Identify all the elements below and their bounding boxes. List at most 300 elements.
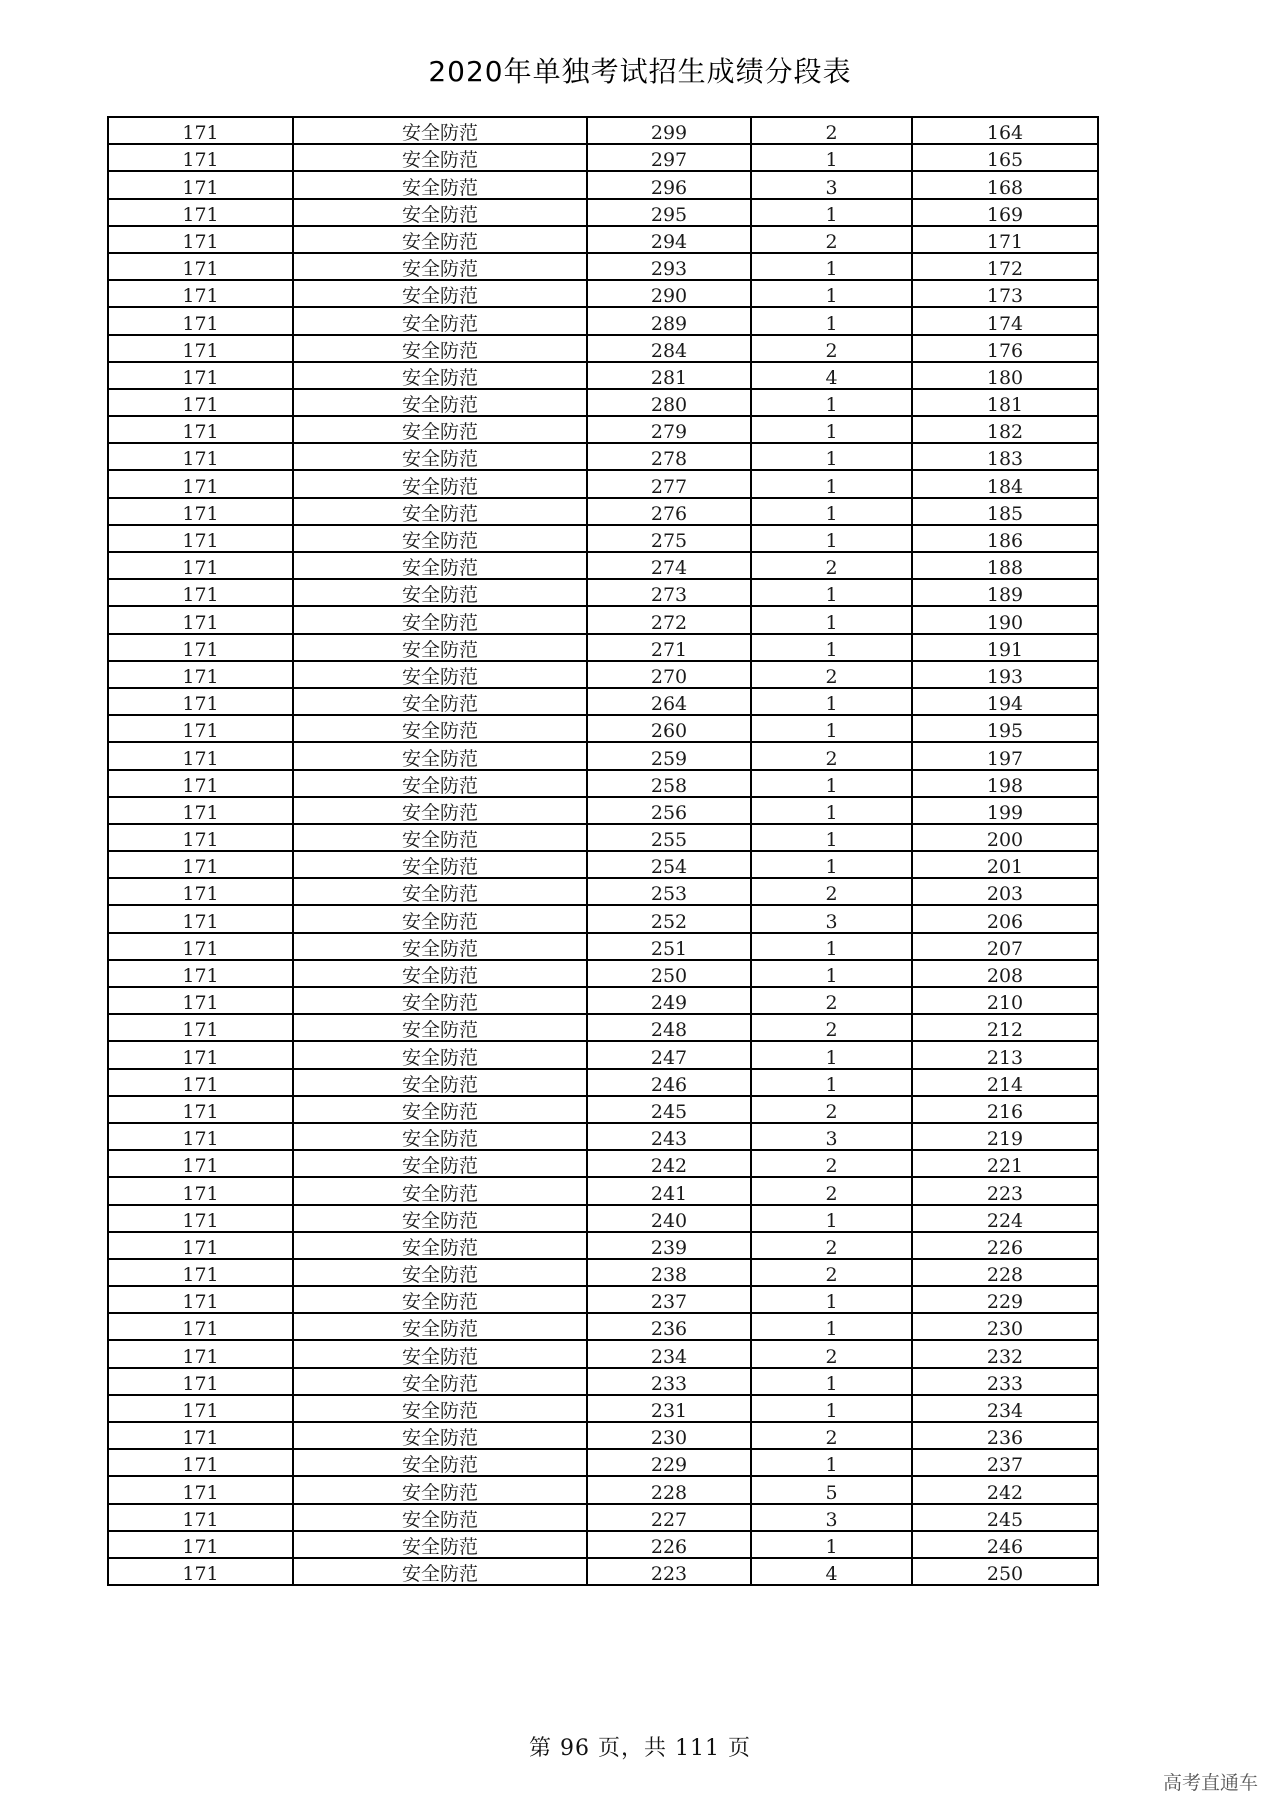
code-cell: 171 bbox=[108, 933, 293, 960]
code-cell: 171 bbox=[108, 117, 293, 144]
score-cell: 276 bbox=[587, 498, 751, 525]
code-cell: 171 bbox=[108, 1150, 293, 1177]
table-row bbox=[108, 987, 1098, 1014]
code-cell: 171 bbox=[108, 525, 293, 552]
count-cell: 3 bbox=[751, 171, 912, 198]
major-cell: 安全防范 bbox=[293, 1313, 587, 1340]
code-cell: 171 bbox=[108, 335, 293, 362]
score-cell: 241 bbox=[587, 1177, 751, 1204]
score-cell: 243 bbox=[587, 1123, 751, 1150]
table-row bbox=[108, 824, 1098, 851]
count-cell: 2 bbox=[751, 226, 912, 253]
table-row bbox=[108, 443, 1098, 470]
major-cell: 安全防范 bbox=[293, 1069, 587, 1096]
code-cell: 171 bbox=[108, 144, 293, 171]
table-row bbox=[108, 1041, 1098, 1068]
code-cell: 171 bbox=[108, 199, 293, 226]
major-cell: 安全防范 bbox=[293, 470, 587, 497]
score-cell: 295 bbox=[587, 199, 751, 226]
cumulative-cell: 213 bbox=[912, 1041, 1098, 1068]
count-cell: 1 bbox=[751, 960, 912, 987]
score-cell: 252 bbox=[587, 905, 751, 932]
cumulative-cell: 232 bbox=[912, 1340, 1098, 1367]
major-cell: 安全防范 bbox=[293, 280, 587, 307]
score-cell: 233 bbox=[587, 1368, 751, 1395]
table-row bbox=[108, 634, 1098, 661]
table-row bbox=[108, 661, 1098, 688]
score-cell: 254 bbox=[587, 851, 751, 878]
table-row bbox=[108, 1286, 1098, 1313]
code-cell: 171 bbox=[108, 1395, 293, 1422]
table-row bbox=[108, 1395, 1098, 1422]
score-cell: 231 bbox=[587, 1395, 751, 1422]
count-cell: 1 bbox=[751, 1041, 912, 1068]
cumulative-cell: 236 bbox=[912, 1422, 1098, 1449]
cumulative-cell: 171 bbox=[912, 226, 1098, 253]
code-cell: 171 bbox=[108, 1449, 293, 1476]
cumulative-cell: 224 bbox=[912, 1205, 1098, 1232]
score-cell: 228 bbox=[587, 1476, 751, 1503]
count-cell: 1 bbox=[751, 199, 912, 226]
code-cell: 171 bbox=[108, 905, 293, 932]
score-cell: 230 bbox=[587, 1422, 751, 1449]
code-cell: 171 bbox=[108, 851, 293, 878]
code-cell: 171 bbox=[108, 1177, 293, 1204]
score-cell: 227 bbox=[587, 1504, 751, 1531]
cumulative-cell: 195 bbox=[912, 715, 1098, 742]
score-cell: 249 bbox=[587, 987, 751, 1014]
score-cell: 270 bbox=[587, 661, 751, 688]
table-row bbox=[108, 1476, 1098, 1503]
table-row bbox=[108, 389, 1098, 416]
major-cell: 安全防范 bbox=[293, 1150, 587, 1177]
code-cell: 171 bbox=[108, 1014, 293, 1041]
score-cell: 251 bbox=[587, 933, 751, 960]
table-row bbox=[108, 960, 1098, 987]
cumulative-cell: 212 bbox=[912, 1014, 1098, 1041]
score-cell: 260 bbox=[587, 715, 751, 742]
table-row bbox=[108, 742, 1098, 769]
major-cell: 安全防范 bbox=[293, 1422, 587, 1449]
score-cell: 240 bbox=[587, 1205, 751, 1232]
table-row bbox=[108, 797, 1098, 824]
table-row bbox=[108, 933, 1098, 960]
cumulative-cell: 230 bbox=[912, 1313, 1098, 1340]
table-row bbox=[108, 905, 1098, 932]
major-cell: 安全防范 bbox=[293, 199, 587, 226]
score-cell: 250 bbox=[587, 960, 751, 987]
cumulative-cell: 200 bbox=[912, 824, 1098, 851]
count-cell: 1 bbox=[751, 797, 912, 824]
count-cell: 1 bbox=[751, 280, 912, 307]
code-cell: 171 bbox=[108, 634, 293, 661]
major-cell: 安全防范 bbox=[293, 742, 587, 769]
major-cell: 安全防范 bbox=[293, 579, 587, 606]
major-cell: 安全防范 bbox=[293, 171, 587, 198]
table-row bbox=[108, 362, 1098, 389]
code-cell: 171 bbox=[108, 606, 293, 633]
code-cell: 171 bbox=[108, 715, 293, 742]
major-cell: 安全防范 bbox=[293, 634, 587, 661]
major-cell: 安全防范 bbox=[293, 905, 587, 932]
count-cell: 2 bbox=[751, 987, 912, 1014]
code-cell: 171 bbox=[108, 1232, 293, 1259]
table-row bbox=[108, 1259, 1098, 1286]
score-cell: 223 bbox=[587, 1558, 751, 1585]
table-row bbox=[108, 335, 1098, 362]
table-row bbox=[108, 688, 1098, 715]
cumulative-cell: 226 bbox=[912, 1232, 1098, 1259]
score-cell: 259 bbox=[587, 742, 751, 769]
count-cell: 1 bbox=[751, 688, 912, 715]
major-cell: 安全防范 bbox=[293, 661, 587, 688]
score-cell: 237 bbox=[587, 1286, 751, 1313]
score-cell: 296 bbox=[587, 171, 751, 198]
count-cell: 4 bbox=[751, 1558, 912, 1585]
table-row bbox=[108, 144, 1098, 171]
major-cell: 安全防范 bbox=[293, 362, 587, 389]
code-cell: 171 bbox=[108, 1041, 293, 1068]
score-cell: 273 bbox=[587, 579, 751, 606]
code-cell: 171 bbox=[108, 1504, 293, 1531]
cumulative-cell: 250 bbox=[912, 1558, 1098, 1585]
cumulative-cell: 184 bbox=[912, 470, 1098, 497]
count-cell: 1 bbox=[751, 933, 912, 960]
code-cell: 171 bbox=[108, 253, 293, 280]
cumulative-cell: 188 bbox=[912, 552, 1098, 579]
code-cell: 171 bbox=[108, 987, 293, 1014]
cumulative-cell: 174 bbox=[912, 307, 1098, 334]
code-cell: 171 bbox=[108, 470, 293, 497]
table-row bbox=[108, 525, 1098, 552]
count-cell: 2 bbox=[751, 117, 912, 144]
count-cell: 2 bbox=[751, 1340, 912, 1367]
score-cell: 289 bbox=[587, 307, 751, 334]
cumulative-cell: 233 bbox=[912, 1368, 1098, 1395]
code-cell: 171 bbox=[108, 552, 293, 579]
table-row bbox=[108, 1232, 1098, 1259]
table-row bbox=[108, 416, 1098, 443]
major-cell: 安全防范 bbox=[293, 1449, 587, 1476]
table-row bbox=[108, 1313, 1098, 1340]
score-table-body bbox=[108, 117, 1098, 1585]
score-cell: 255 bbox=[587, 824, 751, 851]
code-cell: 171 bbox=[108, 824, 293, 851]
count-cell: 3 bbox=[751, 905, 912, 932]
cumulative-cell: 191 bbox=[912, 634, 1098, 661]
major-cell: 安全防范 bbox=[293, 389, 587, 416]
cumulative-cell: 165 bbox=[912, 144, 1098, 171]
major-cell: 安全防范 bbox=[293, 552, 587, 579]
score-cell: 277 bbox=[587, 470, 751, 497]
cumulative-cell: 228 bbox=[912, 1259, 1098, 1286]
cumulative-cell: 237 bbox=[912, 1449, 1098, 1476]
major-cell: 安全防范 bbox=[293, 606, 587, 633]
count-cell: 3 bbox=[751, 1123, 912, 1150]
count-cell: 2 bbox=[751, 1422, 912, 1449]
code-cell: 171 bbox=[108, 770, 293, 797]
score-cell: 290 bbox=[587, 280, 751, 307]
score-cell: 248 bbox=[587, 1014, 751, 1041]
score-cell: 297 bbox=[587, 144, 751, 171]
major-cell: 安全防范 bbox=[293, 335, 587, 362]
cumulative-cell: 210 bbox=[912, 987, 1098, 1014]
count-cell: 1 bbox=[751, 144, 912, 171]
table-row bbox=[108, 1422, 1098, 1449]
code-cell: 171 bbox=[108, 1313, 293, 1340]
table-row bbox=[108, 1558, 1098, 1585]
count-cell: 1 bbox=[751, 1069, 912, 1096]
code-cell: 171 bbox=[108, 960, 293, 987]
table-row bbox=[108, 579, 1098, 606]
major-cell: 安全防范 bbox=[293, 1041, 587, 1068]
code-cell: 171 bbox=[108, 688, 293, 715]
major-cell: 安全防范 bbox=[293, 253, 587, 280]
score-cell: 299 bbox=[587, 117, 751, 144]
table-row bbox=[108, 1014, 1098, 1041]
cumulative-cell: 194 bbox=[912, 688, 1098, 715]
major-cell: 安全防范 bbox=[293, 1286, 587, 1313]
major-cell: 安全防范 bbox=[293, 416, 587, 443]
table-row bbox=[108, 1069, 1098, 1096]
count-cell: 2 bbox=[751, 552, 912, 579]
score-cell: 281 bbox=[587, 362, 751, 389]
count-cell: 1 bbox=[751, 770, 912, 797]
count-cell: 1 bbox=[751, 606, 912, 633]
table-row bbox=[108, 1340, 1098, 1367]
score-cell: 253 bbox=[587, 878, 751, 905]
major-cell: 安全防范 bbox=[293, 1259, 587, 1286]
page-title: 2020年单独考试招生成绩分段表 bbox=[428, 55, 852, 88]
code-cell: 171 bbox=[108, 1531, 293, 1558]
count-cell: 2 bbox=[751, 1096, 912, 1123]
score-cell: 239 bbox=[587, 1232, 751, 1259]
code-cell: 171 bbox=[108, 1069, 293, 1096]
cumulative-cell: 216 bbox=[912, 1096, 1098, 1123]
score-cell: 258 bbox=[587, 770, 751, 797]
cumulative-cell: 214 bbox=[912, 1069, 1098, 1096]
table-row bbox=[108, 226, 1098, 253]
code-cell: 171 bbox=[108, 1476, 293, 1503]
table-row bbox=[108, 1368, 1098, 1395]
cumulative-cell: 183 bbox=[912, 443, 1098, 470]
cumulative-cell: 208 bbox=[912, 960, 1098, 987]
code-cell: 171 bbox=[108, 389, 293, 416]
major-cell: 安全防范 bbox=[293, 960, 587, 987]
count-cell: 1 bbox=[751, 307, 912, 334]
score-cell: 272 bbox=[587, 606, 751, 633]
score-cell: 242 bbox=[587, 1150, 751, 1177]
table-row bbox=[108, 171, 1098, 198]
cumulative-cell: 189 bbox=[912, 579, 1098, 606]
score-cell: 246 bbox=[587, 1069, 751, 1096]
count-cell: 2 bbox=[751, 742, 912, 769]
table-row bbox=[108, 253, 1098, 280]
cumulative-cell: 193 bbox=[912, 661, 1098, 688]
page-number: 第 96 页，共 111 页 bbox=[529, 1736, 751, 1761]
code-cell: 171 bbox=[108, 443, 293, 470]
score-cell: 293 bbox=[587, 253, 751, 280]
code-cell: 171 bbox=[108, 1422, 293, 1449]
count-cell: 5 bbox=[751, 1476, 912, 1503]
major-cell: 安全防范 bbox=[293, 1340, 587, 1367]
count-cell: 1 bbox=[751, 389, 912, 416]
cumulative-cell: 169 bbox=[912, 199, 1098, 226]
count-cell: 1 bbox=[751, 824, 912, 851]
score-table bbox=[107, 116, 1099, 1586]
code-cell: 171 bbox=[108, 171, 293, 198]
count-cell: 1 bbox=[751, 416, 912, 443]
cumulative-cell: 185 bbox=[912, 498, 1098, 525]
cumulative-cell: 229 bbox=[912, 1286, 1098, 1313]
cumulative-cell: 180 bbox=[912, 362, 1098, 389]
table-row bbox=[108, 199, 1098, 226]
major-cell: 安全防范 bbox=[293, 1476, 587, 1503]
major-cell: 安全防范 bbox=[293, 1096, 587, 1123]
count-cell: 1 bbox=[751, 1368, 912, 1395]
score-cell: 264 bbox=[587, 688, 751, 715]
code-cell: 171 bbox=[108, 1286, 293, 1313]
count-cell: 1 bbox=[751, 579, 912, 606]
code-cell: 171 bbox=[108, 742, 293, 769]
major-cell: 安全防范 bbox=[293, 525, 587, 552]
score-cell: 229 bbox=[587, 1449, 751, 1476]
major-cell: 安全防范 bbox=[293, 770, 587, 797]
table-row bbox=[108, 715, 1098, 742]
major-cell: 安全防范 bbox=[293, 117, 587, 144]
count-cell: 1 bbox=[751, 253, 912, 280]
table-row bbox=[108, 1531, 1098, 1558]
major-cell: 安全防范 bbox=[293, 878, 587, 905]
score-cell: 238 bbox=[587, 1259, 751, 1286]
count-cell: 1 bbox=[751, 1286, 912, 1313]
count-cell: 2 bbox=[751, 1232, 912, 1259]
table-row bbox=[108, 851, 1098, 878]
major-cell: 安全防范 bbox=[293, 1123, 587, 1150]
cumulative-cell: 221 bbox=[912, 1150, 1098, 1177]
cumulative-cell: 199 bbox=[912, 797, 1098, 824]
score-cell: 234 bbox=[587, 1340, 751, 1367]
score-cell: 280 bbox=[587, 389, 751, 416]
code-cell: 171 bbox=[108, 416, 293, 443]
code-cell: 171 bbox=[108, 1368, 293, 1395]
count-cell: 1 bbox=[751, 715, 912, 742]
cumulative-cell: 173 bbox=[912, 280, 1098, 307]
code-cell: 171 bbox=[108, 1259, 293, 1286]
count-cell: 1 bbox=[751, 851, 912, 878]
count-cell: 1 bbox=[751, 1449, 912, 1476]
major-cell: 安全防范 bbox=[293, 144, 587, 171]
cumulative-cell: 223 bbox=[912, 1177, 1098, 1204]
cumulative-cell: 234 bbox=[912, 1395, 1098, 1422]
count-cell: 2 bbox=[751, 1014, 912, 1041]
major-cell: 安全防范 bbox=[293, 1232, 587, 1259]
code-cell: 171 bbox=[108, 1205, 293, 1232]
table-row bbox=[108, 307, 1098, 334]
table-row bbox=[108, 1177, 1098, 1204]
code-cell: 171 bbox=[108, 1096, 293, 1123]
major-cell: 安全防范 bbox=[293, 1395, 587, 1422]
count-cell: 2 bbox=[751, 661, 912, 688]
major-cell: 安全防范 bbox=[293, 1177, 587, 1204]
major-cell: 安全防范 bbox=[293, 1368, 587, 1395]
score-cell: 278 bbox=[587, 443, 751, 470]
cumulative-cell: 176 bbox=[912, 335, 1098, 362]
table-row bbox=[108, 1449, 1098, 1476]
score-cell: 284 bbox=[587, 335, 751, 362]
count-cell: 1 bbox=[751, 525, 912, 552]
score-cell: 236 bbox=[587, 1313, 751, 1340]
table-row bbox=[108, 1150, 1098, 1177]
major-cell: 安全防范 bbox=[293, 1014, 587, 1041]
major-cell: 安全防范 bbox=[293, 715, 587, 742]
score-cell: 271 bbox=[587, 634, 751, 661]
table-row bbox=[108, 117, 1098, 144]
cumulative-cell: 203 bbox=[912, 878, 1098, 905]
table-row bbox=[108, 770, 1098, 797]
major-cell: 安全防范 bbox=[293, 443, 587, 470]
count-cell: 1 bbox=[751, 1205, 912, 1232]
watermark: 高考直通车 bbox=[1162, 1772, 1258, 1794]
code-cell: 171 bbox=[108, 307, 293, 334]
count-cell: 2 bbox=[751, 1177, 912, 1204]
table-row bbox=[108, 1504, 1098, 1531]
table-row bbox=[108, 878, 1098, 905]
code-cell: 171 bbox=[108, 226, 293, 253]
count-cell: 1 bbox=[751, 470, 912, 497]
table-row bbox=[108, 606, 1098, 633]
score-cell: 247 bbox=[587, 1041, 751, 1068]
cumulative-cell: 190 bbox=[912, 606, 1098, 633]
score-cell: 226 bbox=[587, 1531, 751, 1558]
code-cell: 171 bbox=[108, 661, 293, 688]
cumulative-cell: 172 bbox=[912, 253, 1098, 280]
cumulative-cell: 219 bbox=[912, 1123, 1098, 1150]
cumulative-cell: 182 bbox=[912, 416, 1098, 443]
count-cell: 2 bbox=[751, 335, 912, 362]
major-cell: 安全防范 bbox=[293, 1558, 587, 1585]
cumulative-cell: 242 bbox=[912, 1476, 1098, 1503]
count-cell: 1 bbox=[751, 443, 912, 470]
score-cell: 274 bbox=[587, 552, 751, 579]
code-cell: 171 bbox=[108, 498, 293, 525]
count-cell: 4 bbox=[751, 362, 912, 389]
major-cell: 安全防范 bbox=[293, 1205, 587, 1232]
table-row bbox=[108, 552, 1098, 579]
count-cell: 1 bbox=[751, 634, 912, 661]
table-row bbox=[108, 1205, 1098, 1232]
count-cell: 2 bbox=[751, 1259, 912, 1286]
major-cell: 安全防范 bbox=[293, 824, 587, 851]
code-cell: 171 bbox=[108, 579, 293, 606]
major-cell: 安全防范 bbox=[293, 1531, 587, 1558]
table-row bbox=[108, 498, 1098, 525]
code-cell: 171 bbox=[108, 797, 293, 824]
cumulative-cell: 245 bbox=[912, 1504, 1098, 1531]
code-cell: 171 bbox=[108, 1123, 293, 1150]
score-cell: 256 bbox=[587, 797, 751, 824]
count-cell: 2 bbox=[751, 878, 912, 905]
cumulative-cell: 207 bbox=[912, 933, 1098, 960]
cumulative-cell: 181 bbox=[912, 389, 1098, 416]
score-cell: 294 bbox=[587, 226, 751, 253]
code-cell: 171 bbox=[108, 1340, 293, 1367]
major-cell: 安全防范 bbox=[293, 226, 587, 253]
score-cell: 279 bbox=[587, 416, 751, 443]
count-cell: 1 bbox=[751, 1313, 912, 1340]
table-row bbox=[108, 1123, 1098, 1150]
cumulative-cell: 197 bbox=[912, 742, 1098, 769]
